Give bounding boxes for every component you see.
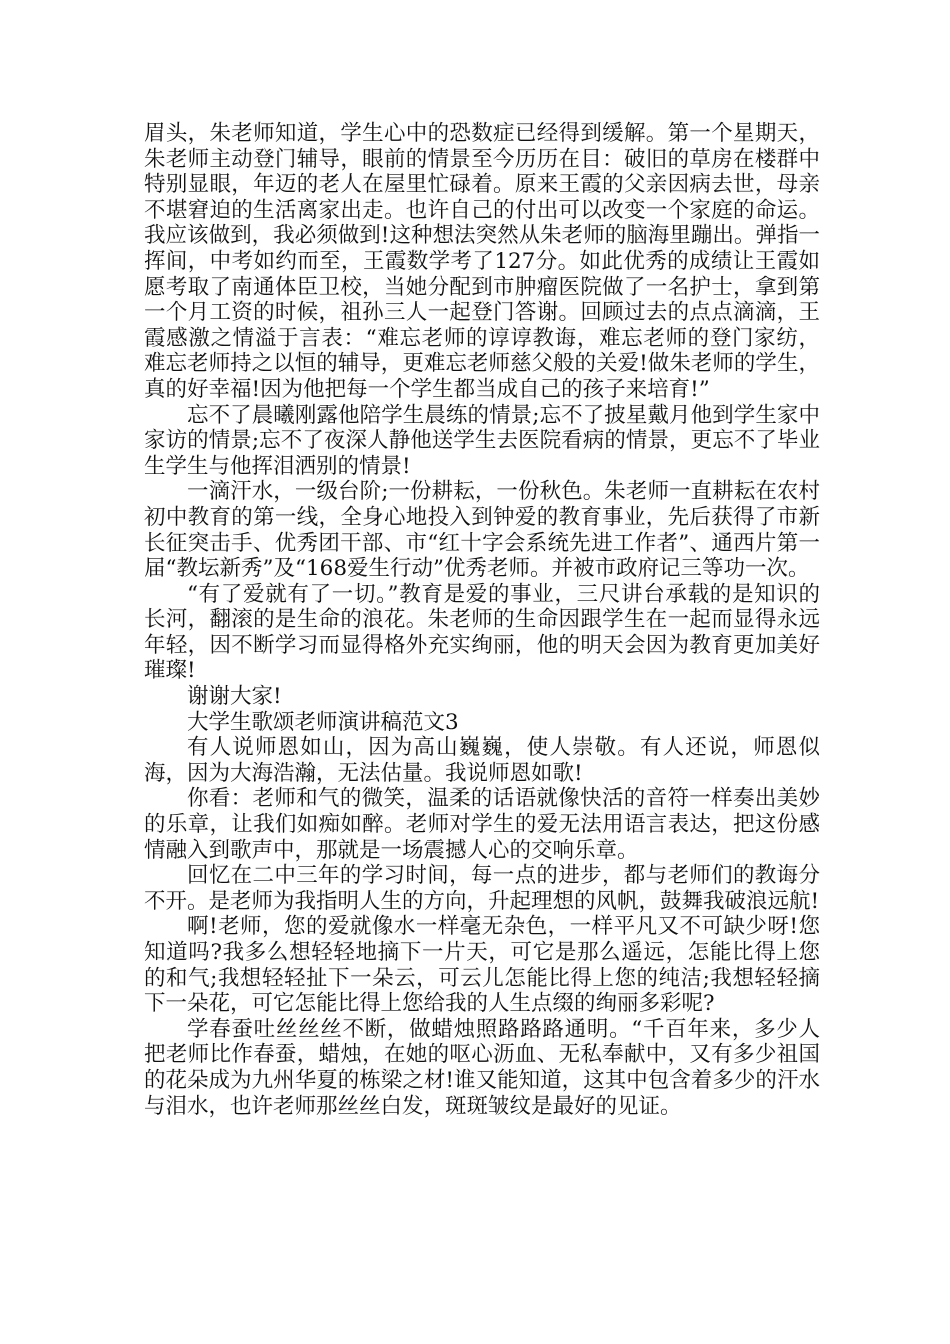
paragraph: 眉头，朱老师知道，学生心中的恐数症已经得到缓解。第一个星期天，朱老师主动登门辅导，眼前的情景至今历历在目：破旧的草房在楼群中特别显眼，年迈的老人在屋里忙碌着。原来王霞的父亲因病去世，母亲不堪窘迫的生活离家出走。也许自己的付出可以改变一个家庭的命运。我应该做到，我必须做到!这种想法突然从朱老师的脑海里蹦出。弹指一挥间，中考如约而至，王霞数学考了127分。如此优秀的成绩让王霞如愿考取了南通体臣卫校，当她分配到市肿瘤医院做了一名护士，拿到第一个月工资的时候，祖孙三人一起登门答谢。回顾过去的点点滴滴，王霞感激之情溢于言表：“难忘老师的谆谆教诲，难忘老师的登门家纺，难忘老师持之以恒的辅导，更难忘老师慈父般的关爱!做朱老师的学生，真的好幸福!因为他把每一个学生都当成自己的孩子来培育!” <box>144 121 820 402</box>
paragraph: 你看：老师和气的微笑，温柔的话语就像快活的音符一样奏出美妙的乐章，让我们如痴如醉。老师对学生的爱无法用语言表达，把这份感情融入到歌声中，那就是一场震撼人心的交响乐章。 <box>144 786 820 863</box>
paragraph: 一滴汗水，一级台阶;一份耕耘，一份秋色。朱老师一直耕耘在农村初中教育的第一线，全身心地投入到钟爱的教育事业，先后获得了市新长征突击手、优秀团干部、市“红十字会系统先进工作者”、通西片第一届“教坛新秀”及“168爱生行动”优秀老师。并被市政府记三等功一次。 <box>144 479 820 582</box>
paragraph: 忘不了晨曦刚露他陪学生晨练的情景;忘不了披星戴月他到学生家中家访的情景;忘不了夜深人静他送学生去医院看病的情景，更忘不了毕业生学生与他挥泪洒别的情景! <box>144 402 820 479</box>
paragraph: “有了爱就有了一切。”教育是爱的事业，三尺讲台承载的是知识的长河，翻滚的是生命的浪花。朱老师的生命因跟学生在一起而显得永远年轻，因不断学习而显得格外充实绚丽，他的明天会因为教育更加美好璀璨! <box>144 581 820 684</box>
closing-line: 谢谢大家! <box>187 684 282 710</box>
section-heading: 大学生歌颂老师演讲稿范文3 <box>187 709 459 735</box>
paragraph: 回忆在二中三年的学习时间，每一点的进步，都与老师们的教诲分不开。是老师为我指明人生的方向，升起理想的风帆，鼓舞我破浪远航! <box>144 863 820 914</box>
paragraph: 啊!老师，您的爱就像水一样毫无杂色，一样平凡又不可缺少呀!您知道吗?我多么想轻轻地摘下一片天，可它是那么遥远，怎能比得上您的和气;我想轻轻扯下一朵云，可云儿怎能比得上您的纯洁;我想轻轻摘下一朵花，可它怎能比得上您给我的人生点缀的绚丽多彩呢? <box>144 914 820 1017</box>
paragraph: 学春蚕吐丝丝丝不断，做蜡烛照路路路通明。“千百年来，多少人把老师比作春蚕，蜡烛，在她的呕心沥血、无私奉献中，又有多少祖国的花朵成为九州华夏的栋梁之材!谁又能知道，这其中包含着多少的汗水与泪水，也许老师那丝丝白发，斑斑皱纹是最好的见证。 <box>144 1016 820 1119</box>
paragraph: 有人说师恩如山，因为高山巍巍，使人崇敬。有人还说，师恩似海，因为大海浩瀚，无法估量。我说师恩如歌! <box>144 735 820 786</box>
document-page <box>144 121 820 1119</box>
